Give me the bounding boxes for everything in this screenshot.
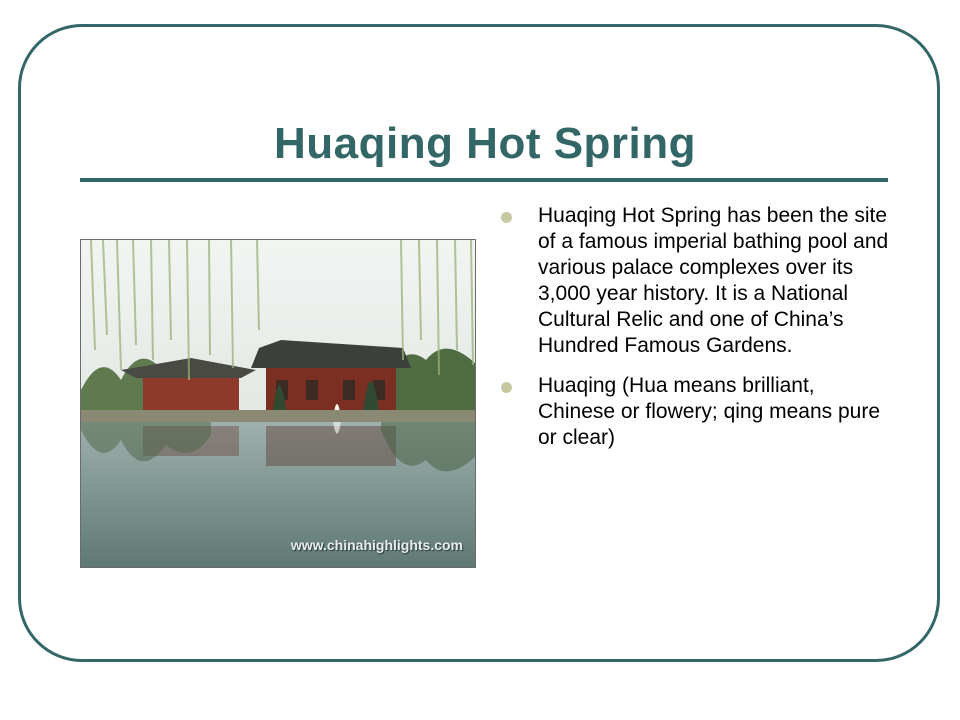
bullet-item xyxy=(500,373,890,451)
slide-title: Huaqing Hot Spring xyxy=(273,119,697,168)
photo-watermark: www.chinahighlights.com xyxy=(290,537,463,553)
bullet-dot-icon xyxy=(501,212,512,223)
title-underline xyxy=(80,178,888,182)
bullet-dot-icon xyxy=(501,382,512,393)
bullet-text: Huaqing Hot Spring has been the site of a famous imperial bathing pool and various palace complexes over its 3,000 year history. It is a National Cultural Relic and one of China’s Hundred Famous Gardens. xyxy=(538,204,889,357)
slide-photo xyxy=(80,239,476,568)
bullet-list xyxy=(500,203,890,465)
bullet-text: Huaqing (Hua means brilliant, Chinese or flowery; qing means pure or clear) xyxy=(538,374,881,449)
photo-illustration xyxy=(81,240,476,568)
bullet-item xyxy=(500,203,890,359)
